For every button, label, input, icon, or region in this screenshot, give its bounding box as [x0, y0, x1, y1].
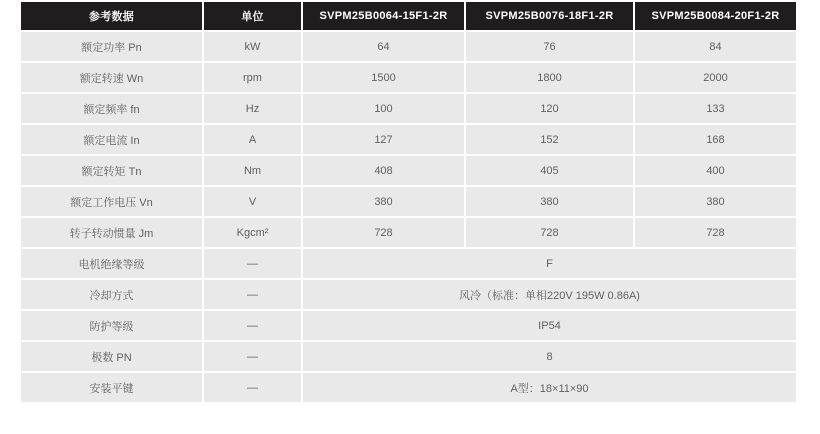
- table-row: [21, 249, 796, 278]
- row-label-cell: 冷却方式: [21, 280, 202, 309]
- unit-cell: Nm: [204, 156, 301, 185]
- value-cell: 400: [635, 156, 796, 185]
- unit-cell: rpm: [204, 63, 301, 92]
- table-row: [21, 342, 796, 371]
- value-cell: 1500: [303, 63, 464, 92]
- value-cell: 168: [635, 125, 796, 154]
- value-cell: 127: [303, 125, 464, 154]
- table-row: [21, 156, 796, 185]
- unit-cell: A: [204, 125, 301, 154]
- unit-cell: —: [204, 373, 301, 402]
- unit-cell: —: [204, 342, 301, 371]
- row-label-cell: 额定功率 Pn: [21, 32, 202, 61]
- unit-cell: —: [204, 249, 301, 278]
- value-cell: 120: [466, 94, 633, 123]
- unit-cell: —: [204, 280, 301, 309]
- table-row: [21, 187, 796, 216]
- unit-cell: Kgcm²: [204, 218, 301, 247]
- column-header-reference-data: 参考数据: [21, 2, 202, 30]
- spec-table: [19, 0, 798, 404]
- value-cell: 728: [635, 218, 796, 247]
- merged-value-cell: F: [303, 249, 796, 278]
- unit-cell: —: [204, 311, 301, 340]
- table-row: [21, 125, 796, 154]
- value-cell: 84: [635, 32, 796, 61]
- row-label-cell: 安装平键: [21, 373, 202, 402]
- table-row: [21, 63, 796, 92]
- column-header-model-3: SVPM25B0084-20F1-2R: [635, 2, 796, 30]
- merged-value-cell: 风冷（标准：单相220V 195W 0.86A): [303, 280, 796, 309]
- row-label-cell: 转子转动惯量 Jm: [21, 218, 202, 247]
- value-cell: 76: [466, 32, 633, 61]
- row-label-cell: 额定工作电压 Vn: [21, 187, 202, 216]
- column-header-unit: 单位: [204, 2, 301, 30]
- merged-value-cell: A型：18×11×90: [303, 373, 796, 402]
- row-label-cell: 额定转速 Wn: [21, 63, 202, 92]
- value-cell: 405: [466, 156, 633, 185]
- row-label-cell: 防护等级: [21, 311, 202, 340]
- merged-value-cell: IP54: [303, 311, 796, 340]
- value-cell: 380: [635, 187, 796, 216]
- value-cell: 728: [466, 218, 633, 247]
- row-label-cell: 额定频率 fn: [21, 94, 202, 123]
- value-cell: 2000: [635, 63, 796, 92]
- spec-table-header: [21, 2, 796, 30]
- value-cell: 728: [303, 218, 464, 247]
- table-row: [21, 373, 796, 402]
- spec-table-body: [21, 32, 796, 402]
- column-header-model-1: SVPM25B0064-15F1-2R: [303, 2, 464, 30]
- table-row: [21, 32, 796, 61]
- merged-value-cell: 8: [303, 342, 796, 371]
- row-label-cell: 极数 PN: [21, 342, 202, 371]
- table-row: [21, 280, 796, 309]
- value-cell: 380: [466, 187, 633, 216]
- row-label-cell: 电机绝缘等级: [21, 249, 202, 278]
- column-header-model-2: SVPM25B0076-18F1-2R: [466, 2, 633, 30]
- table-row: [21, 218, 796, 247]
- table-row: [21, 311, 796, 340]
- value-cell: 152: [466, 125, 633, 154]
- value-cell: 408: [303, 156, 464, 185]
- value-cell: 100: [303, 94, 464, 123]
- unit-cell: V: [204, 187, 301, 216]
- row-label-cell: 额定转矩 Tn: [21, 156, 202, 185]
- table-row: [21, 94, 796, 123]
- value-cell: 380: [303, 187, 464, 216]
- header-row: [21, 2, 796, 30]
- unit-cell: kW: [204, 32, 301, 61]
- value-cell: 64: [303, 32, 464, 61]
- value-cell: 133: [635, 94, 796, 123]
- row-label-cell: 额定电流 In: [21, 125, 202, 154]
- unit-cell: Hz: [204, 94, 301, 123]
- value-cell: 1800: [466, 63, 633, 92]
